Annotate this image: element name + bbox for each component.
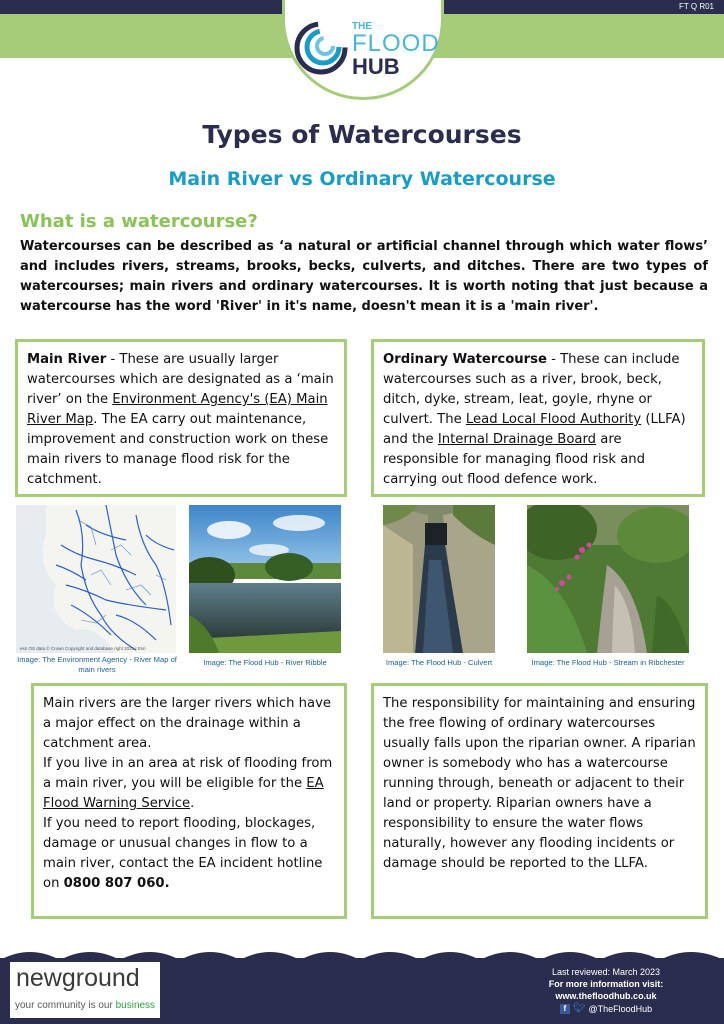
ordinary-info-text: The responsibility for maintaining and ensuring the free flowing of ordinary watercourses usually falls upon the riparian owner. A riparian owner is somebody who has a watercourse running through, beneath or adjacent to their land or property. Riparian owners have a responsibility to ensure the water flows naturally, however any flooding incidents or damage should be reported to the LLFA. [383, 696, 696, 871]
ordinary-text-2: (LLFA) and the [383, 412, 686, 447]
logo-wordmark [352, 22, 440, 78]
caption-stream: Image: The Flood Hub - Stream in Ribchester [531, 658, 685, 667]
main-river-map-link[interactable]: Environment Agency's (EA) Main River Map [27, 392, 328, 427]
map-attribution: esri OS data © Crown Copyright and database right 2021 | Esri [20, 646, 146, 651]
newground-logo [10, 962, 160, 1018]
main-river-text-1: - These are usually larger watercourses which are designated as a ‘main river’ on the [27, 352, 334, 407]
newground-name: newground [16, 964, 140, 992]
footer-info [506, 966, 706, 1015]
newground-tagline [15, 1000, 155, 1011]
main-river-term: Main River [27, 352, 107, 367]
stream-ribchester-image [527, 505, 689, 653]
main-river-info-box [31, 683, 347, 919]
caption-river-map: Image: The Environment Agency - River Map of main rivers [17, 655, 177, 674]
social-handle[interactable]: @TheFloodHub [588, 1004, 653, 1014]
main-river-info-p3-text: If you need to report flooding, blockages, damage or unusual changes in flow to a main river, contact the EA incident hotline on [43, 816, 323, 891]
ordinary-info-box [371, 683, 708, 919]
main-river-text-2: . The EA carry out maintenance, improvement and construction work on these main rivers to manage flood risk for the catchment. [27, 412, 329, 487]
page-subtitle: Main River vs Ordinary Watercourse [168, 168, 556, 190]
main-river-info-p2-end: . [190, 796, 195, 811]
caption-river-ribble: Image: The Flood Hub - River Ribble [203, 658, 327, 667]
section-heading: What is a watercourse? [20, 211, 258, 232]
main-river-info-p1: Main rivers are the larger rivers which have a major effect on the drainage within a catchment area. [43, 696, 331, 751]
logo-the: THE [352, 21, 372, 32]
flood-warning-service-link[interactable]: EA Flood Warning Service [43, 776, 324, 811]
intro-paragraph: Watercourses can be described as ‘a natural or artificial channel through which water flows’ and includes rivers, streams, brooks, becks, culverts, and ditches. There are two types of watercourses; main rivers and ordinary watercourses. It is worth noting that just because a watercourse has the word 'River' in it's name, doesn't mean it is a 'main river'. [20, 239, 708, 314]
llfa-link[interactable]: Lead Local Flood Authority [465, 412, 642, 427]
logo-flood: FLOOD [352, 30, 440, 57]
tagline-start: your community is our [15, 1000, 116, 1011]
incident-hotline-number: 0800 807 060. [63, 876, 170, 891]
page-title: Types of Watercourses [202, 120, 522, 149]
twitter-icon[interactable]: 🐦︎ [572, 1003, 586, 1014]
flood-hub-swirl-icon [292, 18, 350, 76]
document-code: FT Q R01 [679, 2, 714, 11]
caption-culvert: Image: The Flood Hub - Culvert [385, 658, 493, 667]
last-reviewed: Last reviewed: March 2023 [551, 967, 661, 977]
river-ribble-image [189, 505, 341, 653]
ordinary-text-3: are responsible for managing flood risk and carrying out flood defence work. [383, 432, 646, 487]
main-river-box [15, 339, 347, 497]
ordinary-text-1: - These can include watercourses such as a river, brook, beck, ditch, dyke, stream, leat, goyle, rhyne or culvert. The [383, 352, 680, 427]
social-row [560, 1003, 652, 1015]
main-river-map-image [16, 505, 176, 653]
more-info-label: For more information visit: [548, 979, 664, 989]
logo-hub: HUB [352, 54, 400, 79]
ordinary-term: Ordinary Watercourse [383, 352, 547, 367]
website-link[interactable]: www.thefloodhub.co.uk [555, 991, 657, 1001]
culvert-image [383, 505, 495, 653]
ordinary-watercourse-box [371, 339, 705, 497]
idb-link[interactable]: Internal Drainage Board [437, 432, 597, 447]
main-river-info-p2 [43, 754, 335, 814]
facebook-icon[interactable]: f [560, 1004, 570, 1014]
main-river-info-p2-text: If you live in an area at risk of flooding from a main river, you will be eligible for the [43, 756, 333, 791]
main-river-info-p3 [43, 814, 335, 894]
tagline-end: business [115, 1000, 156, 1011]
